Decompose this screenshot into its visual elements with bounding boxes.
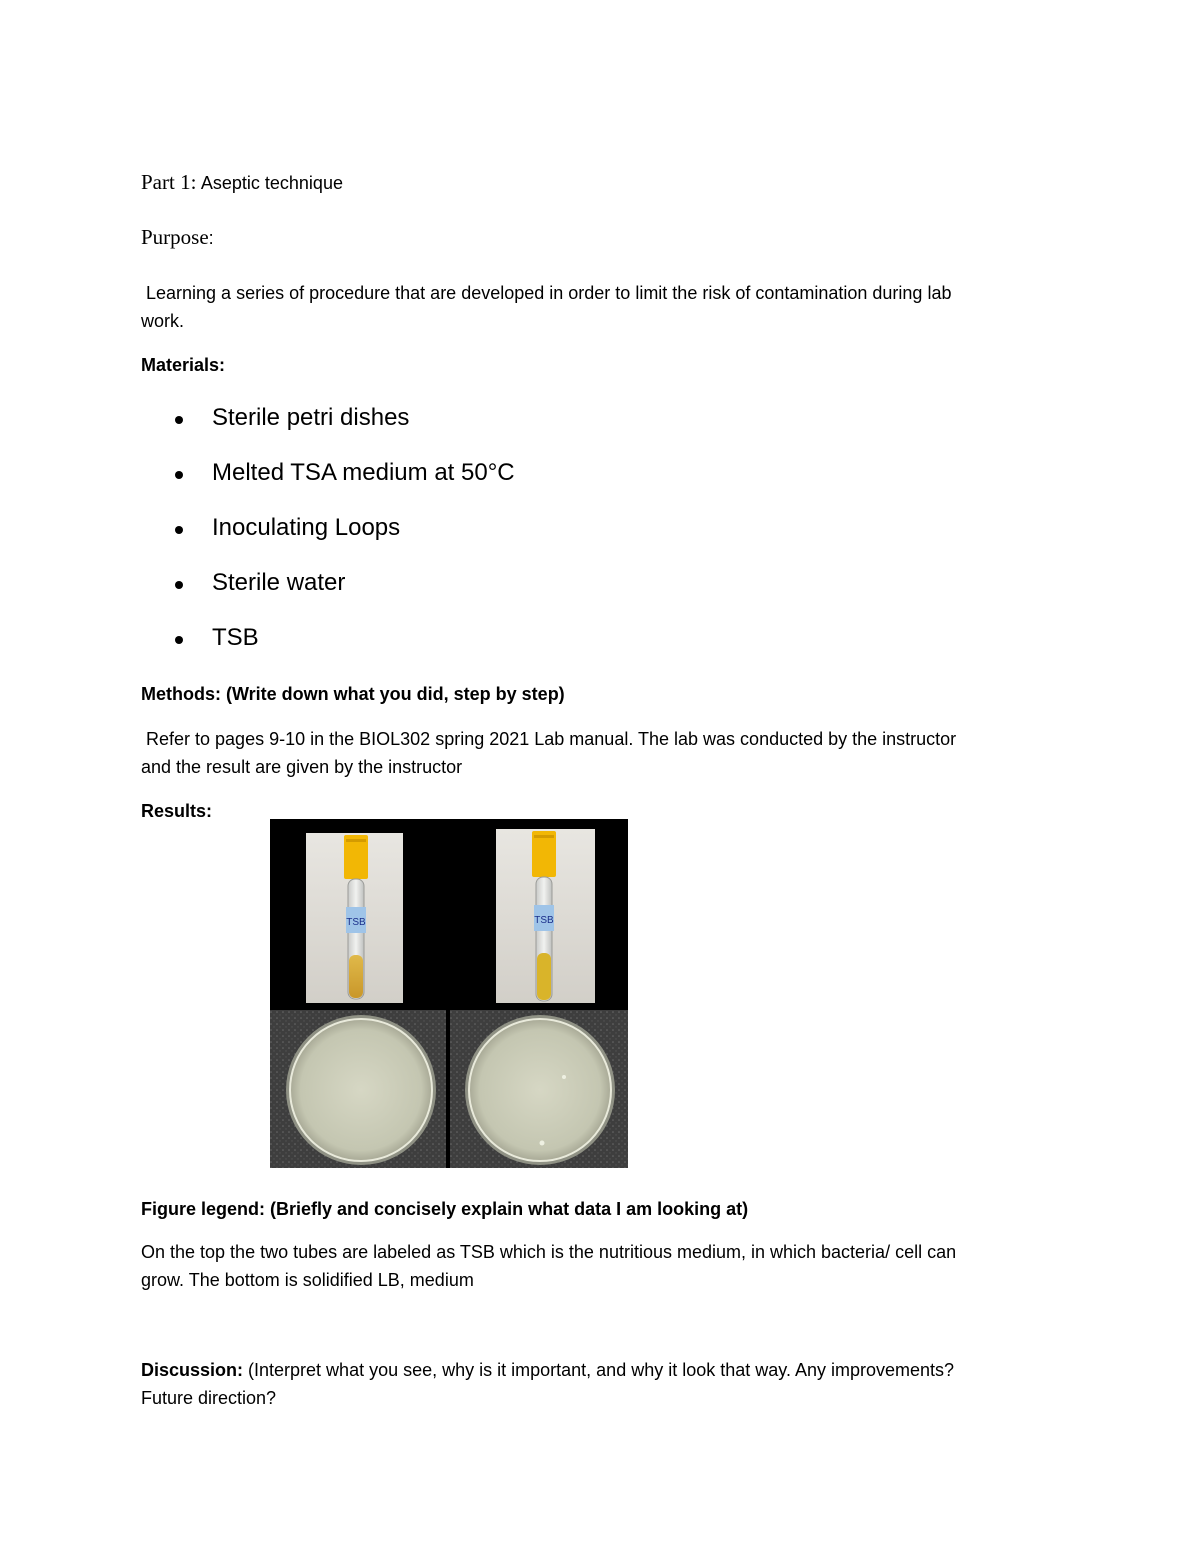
purpose-heading-label: Purpose <box>141 225 209 249</box>
materials-item: TSB <box>212 624 259 651</box>
purpose-text-line-1: Learning a series of procedure that are developed in order to limit the risk of contamination during lab <box>141 283 952 303</box>
petri-dish-photo-left <box>270 1010 446 1168</box>
methods-text-line-1: Refer to pages 9-10 in the BIOL302 spring 2021 Lab manual. The lab was conducted by the instructor <box>141 729 957 749</box>
figure-legend-heading <box>141 1195 748 1223</box>
bullet-icon <box>175 526 183 534</box>
bullet-icon <box>175 636 183 644</box>
discussion-prompt: (Interpret what you see, why is it important, and why it look that way. Any improvements? <box>243 1360 955 1380</box>
discussion-heading <box>141 1356 954 1384</box>
results-figure <box>270 819 628 1168</box>
methods-heading <box>141 680 565 708</box>
methods-prompt: (Write down what you did, step by step) <box>221 684 565 704</box>
results-photo-collage <box>270 819 628 1168</box>
results-heading: Results: <box>141 801 213 821</box>
petri-dish-photo-right <box>450 1010 628 1168</box>
bullet-icon <box>175 581 183 589</box>
purpose-colon: : <box>208 228 214 248</box>
figure-legend-text-line-2: grow. The bottom is solidified LB, medium <box>141 1270 474 1290</box>
materials-item: Sterile water <box>212 569 346 596</box>
figure-legend-heading-label: Figure legend: <box>141 1199 266 1219</box>
discussion-text-line-2: Future direction? <box>141 1388 277 1408</box>
purpose-heading <box>141 225 214 250</box>
materials-item: Inoculating Loops <box>212 514 401 541</box>
tube-label-left: TSB <box>346 917 366 928</box>
tube-label-right: TSB <box>534 915 554 926</box>
methods-heading-label: Methods: <box>141 684 221 704</box>
part-heading <box>141 170 343 195</box>
discussion-heading-label: Discussion: <box>141 1360 244 1380</box>
bullet-icon <box>175 471 183 479</box>
methods-text-line-2: and the result are given by the instructor <box>141 757 463 777</box>
bullet-icon <box>175 416 183 424</box>
purpose-text-line-2: work. <box>141 311 185 331</box>
part-title: Aseptic technique <box>200 173 343 193</box>
materials-item: Melted TSA medium at 50°C <box>212 459 515 486</box>
materials-heading: Materials: <box>141 355 226 375</box>
part-label: Part 1: <box>141 170 197 194</box>
materials-item: Sterile petri dishes <box>212 404 410 431</box>
figure-legend-prompt: (Briefly and concisely explain what data I am looking at) <box>265 1199 749 1219</box>
figure-legend-text-line-1: On the top the two tubes are labeled as TSB which is the nutritious medium, in which bacteria/ cell can <box>141 1242 957 1262</box>
